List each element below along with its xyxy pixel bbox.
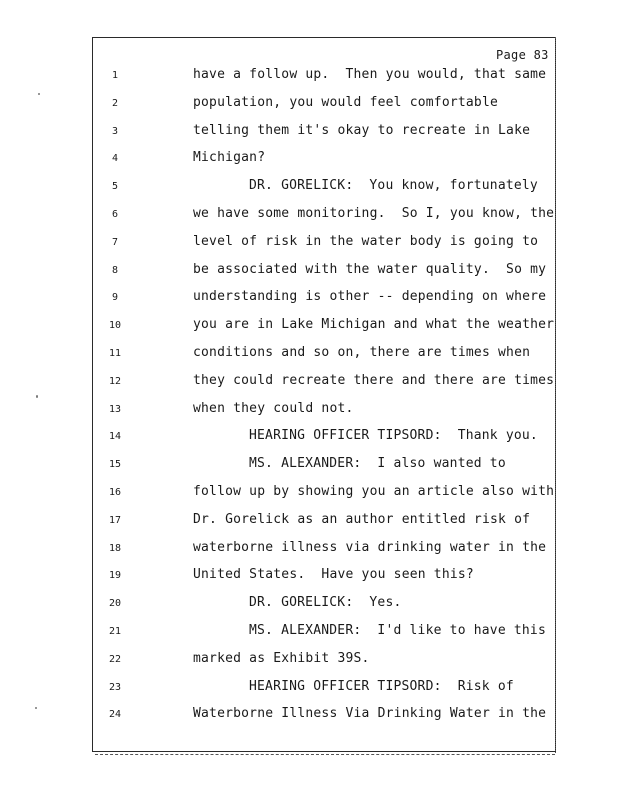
- line-number: 1: [111, 70, 119, 81]
- transcript-line: [0, 595, 618, 617]
- line-text: Dr. Gorelick as an author entitled risk of: [193, 511, 531, 527]
- line-number: 5: [111, 181, 119, 193]
- line-number: 24: [108, 709, 122, 721]
- line-text: DR. GORELICK: Yes.: [249, 595, 402, 611]
- transcript-line: [0, 706, 618, 728]
- line-number: 20: [108, 598, 122, 610]
- transcript-line: [0, 262, 618, 284]
- line-text: you are in Lake Michigan and what the weather: [193, 317, 555, 333]
- transcript-line: [0, 234, 618, 256]
- transcript-line: [0, 67, 618, 89]
- transcript-line: [0, 428, 618, 450]
- line-text: HEARING OFFICER TIPSORD: Risk of: [249, 678, 514, 694]
- line-text: waterborne illness via drinking water in the: [193, 539, 547, 555]
- line-number: 23: [108, 681, 122, 693]
- line-text: understanding is other -- depending on where: [193, 289, 547, 305]
- line-text: MS. ALEXANDER: I'd like to have this: [249, 623, 546, 638]
- line-number: 8: [111, 264, 119, 276]
- line-number: 22: [108, 653, 122, 665]
- line-text: conditions and so on, there are times when: [193, 345, 531, 360]
- line-text: HEARING OFFICER TIPSORD: Thank you.: [249, 428, 538, 444]
- line-number: 19: [108, 570, 122, 582]
- transcript-line: [0, 401, 618, 423]
- transcript-line: [0, 540, 618, 562]
- transcript-line: [0, 206, 618, 228]
- bottom-scan-artifact: [95, 754, 555, 757]
- transcript-line: [0, 345, 618, 367]
- line-text: telling them it's okay to recreate in Lake: [193, 122, 531, 138]
- line-number: 3: [111, 125, 119, 137]
- transcript-line: [0, 373, 618, 395]
- transcript-line: [0, 456, 618, 478]
- line-number: 4: [111, 153, 119, 165]
- line-text: Waterborne Illness Via Drinking Water in the: [193, 706, 547, 722]
- line-text: they could recreate there and there are times: [193, 372, 555, 388]
- line-text: level of risk in the water body is going to: [193, 233, 539, 249]
- line-text: Michigan?: [193, 150, 266, 166]
- line-text: United States. Have you seen this?: [193, 567, 474, 583]
- page-number: Page 83: [496, 48, 549, 62]
- line-text: marked as Exhibit 39S.: [193, 650, 370, 666]
- line-text: be associated with the water quality. So my: [193, 261, 547, 277]
- line-number: 2: [111, 97, 119, 109]
- line-number: 12: [108, 375, 122, 387]
- transcript-line: [0, 484, 618, 506]
- line-number: 14: [108, 431, 122, 443]
- line-text: we have some monitoring. So I, you know, the: [193, 206, 555, 221]
- line-number: 15: [108, 459, 122, 471]
- line-text: MS. ALEXANDER: I also wanted to: [249, 456, 506, 472]
- transcript-line: [0, 95, 618, 117]
- line-number: 17: [108, 514, 122, 526]
- line-number: 16: [108, 487, 122, 498]
- scan-speck: [38, 93, 40, 95]
- transcript-line: [0, 512, 618, 534]
- transcript-line: [0, 289, 618, 311]
- line-number: 10: [108, 320, 122, 332]
- line-number: 18: [108, 542, 122, 554]
- line-text: when they could not.: [193, 400, 354, 416]
- line-text: population, you would feel comfortable: [193, 94, 499, 110]
- scan-speck: [36, 395, 38, 398]
- line-number: 11: [108, 348, 122, 359]
- line-number: 6: [111, 209, 119, 220]
- line-text: have a follow up. Then you would, that same: [193, 67, 547, 82]
- line-number: 13: [108, 403, 122, 415]
- transcript-line: [0, 317, 618, 339]
- scan-speck: [35, 707, 37, 709]
- transcript-line: [0, 178, 618, 200]
- transcript-line: [0, 150, 618, 172]
- transcript-line: [0, 123, 618, 145]
- line-number: 21: [108, 626, 122, 637]
- transcript-line: [0, 651, 618, 673]
- line-number: 7: [111, 236, 119, 248]
- transcript-line: [0, 567, 618, 589]
- line-text: DR. GORELICK: You know, fortunately: [249, 178, 538, 194]
- transcript-line: [0, 623, 618, 645]
- line-text: follow up by showing you an article also with: [193, 484, 555, 499]
- transcript-line: [0, 679, 618, 701]
- line-number: 9: [111, 292, 119, 304]
